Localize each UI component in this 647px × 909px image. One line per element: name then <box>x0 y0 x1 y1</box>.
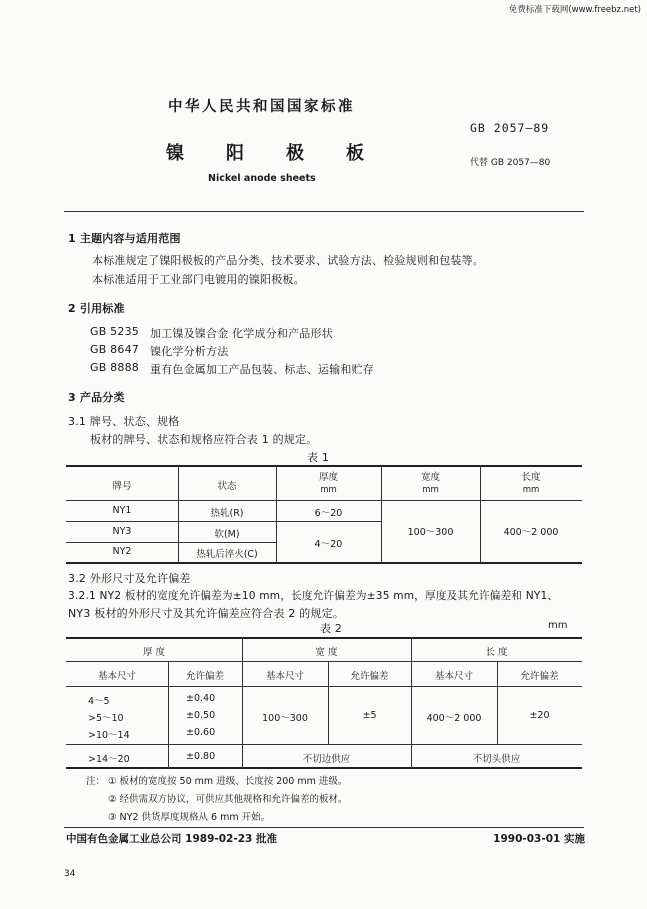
table-cell: 400～2 000 <box>426 713 482 724</box>
ref-title: 加工镍及镍合金 化学成分和产品形状 <box>150 327 333 340</box>
note-item: ③ NY2 供货厚度规格从 6 mm 开始。 <box>108 812 271 823</box>
header-rule <box>64 211 584 212</box>
ref-title: 重有色金属加工产品包装、标志、运输和贮存 <box>150 363 374 376</box>
table-group-header: 厚 度 <box>142 647 166 658</box>
ref-code: GB 5235 <box>90 325 139 338</box>
section-1-heading: 1 主题内容与适用范围 <box>68 232 181 245</box>
section-2-heading: 2 引用标准 <box>68 302 125 315</box>
effective-date: 1990-03-01 实施 <box>493 833 585 845</box>
ref-code: GB 8888 <box>90 361 139 374</box>
table-rule <box>66 562 582 564</box>
page-number: 34 <box>64 869 76 879</box>
note-item: ② 经供需双方协议，可供应其他规格和允许偏差的板材。 <box>108 794 348 805</box>
section-1-para-1: 本标准规定了镍阳极板的产品分类、技术要求、试验方法、检验规则和包装等。 <box>92 254 484 267</box>
table-rule <box>66 521 381 522</box>
table-cell: ±0.60 <box>186 727 216 738</box>
table-cell: 4～20 <box>314 539 343 550</box>
title-char: 镍 <box>166 143 184 164</box>
table-cell: >10～14 <box>88 730 130 741</box>
table-subheader: 允许偏差 <box>520 671 559 682</box>
notes-label: 注： <box>86 776 106 787</box>
footer-rule <box>64 827 584 828</box>
issuing-org: 中华人民共和国国家标准 <box>168 99 355 115</box>
section-3-heading: 3 产品分类 <box>68 391 125 404</box>
english-title: Nickel anode sheets <box>208 173 316 184</box>
section-3-1-text: 板材的牌号、状态和规格应符合表 1 的规定。 <box>90 433 318 446</box>
table-rule <box>66 744 582 745</box>
ref-code: GB 8647 <box>90 343 139 356</box>
table-cell: NY1 <box>112 505 132 516</box>
title-char: 极 <box>286 143 304 164</box>
table-cell: NY2 <box>112 546 132 557</box>
table-subheader: 允许偏差 <box>350 671 389 682</box>
table-group-header: 长 度 <box>485 647 508 658</box>
table-header: 厚度 <box>318 472 338 483</box>
table-subheader: 允许偏差 <box>185 671 224 682</box>
table-header-unit: mm <box>522 485 540 495</box>
table-cell: NY3 <box>112 526 132 537</box>
table-1-caption: 表 1 <box>307 451 330 464</box>
section-1-para-2: 本标准适用于工业部门电镀用的镍阳极板。 <box>92 273 305 286</box>
table-subheader: 基本尺寸 <box>434 671 473 682</box>
section-3-2-1-line-2: NY3 板材的外形尺寸及其允许偏差应符合表 2 的规定。 <box>68 607 345 620</box>
table-cell: ±5 <box>362 710 377 721</box>
section-3-2-heading: 3.2 外形尺寸及允许偏差 <box>68 572 191 585</box>
standard-number: GB 2057—89 <box>470 121 550 135</box>
table-cell: 100～300 <box>262 713 308 724</box>
table-rule <box>66 500 582 501</box>
replaces-standard: 代替 GB 2057—80 <box>470 158 551 168</box>
table-rule <box>66 661 582 662</box>
table-2-unit: mm <box>548 620 568 631</box>
table-header: 长度 <box>521 472 541 483</box>
table-header: 牌号 <box>112 481 132 492</box>
table-header-unit: mm <box>320 485 337 495</box>
table-header-unit: mm <box>422 485 439 495</box>
table-cell: 不切边供应 <box>302 754 351 765</box>
table-cell: 400～2 000 <box>503 527 559 538</box>
table-cell: 不切头供应 <box>472 754 521 765</box>
table-cell: ±0.40 <box>186 693 216 704</box>
table-header: 状态 <box>217 481 237 492</box>
table-cell: 热轧(R) <box>210 508 244 519</box>
table-cell: 4～5 <box>88 696 110 707</box>
table-cell: 6～20 <box>314 508 343 519</box>
ref-title: 镍化学分析方法 <box>150 345 229 358</box>
table-rule <box>66 542 276 543</box>
table-cell: ±0.50 <box>186 710 216 721</box>
table-rule <box>66 465 582 467</box>
table-cell: >14～20 <box>88 754 130 765</box>
table-subheader: 基本尺寸 <box>265 671 304 682</box>
note-item: ① 板材的宽度按 50 mm 进级、长度按 200 mm 进级。 <box>108 776 348 787</box>
table-cell: >5～10 <box>88 713 124 724</box>
table-group-header: 宽 度 <box>315 647 338 658</box>
table-cell: 热轧后淬火(C) <box>196 549 258 560</box>
table-cell: 软(M) <box>214 529 240 540</box>
title-char: 板 <box>346 143 364 164</box>
table-2-caption: 表 2 <box>320 622 343 635</box>
table-header: 宽度 <box>420 472 440 483</box>
section-3-1-heading: 3.1 牌号、状态、规格 <box>68 415 180 428</box>
site-watermark-link[interactable]: 免费标准下载网(www.freebz.net) <box>508 5 641 15</box>
table-cell: ±0.80 <box>186 751 216 762</box>
table-cell: 100～300 <box>407 527 454 538</box>
table-cell: ±20 <box>529 710 550 721</box>
section-3-2-1-line-1: 3.2.1 NY2 板材的宽度允许偏差为±10 mm，长度允许偏差为±35 mm，厚度及其允许偏差和 NY1、 <box>68 590 559 602</box>
title-char: 阳 <box>226 143 244 164</box>
table-subheader: 基本尺寸 <box>97 671 136 682</box>
table-rule <box>66 686 582 687</box>
table-rule <box>66 637 582 639</box>
approval-line: 中国有色金属工业总公司 1989-02-23 批准 <box>66 833 277 845</box>
table-rule <box>66 767 582 769</box>
